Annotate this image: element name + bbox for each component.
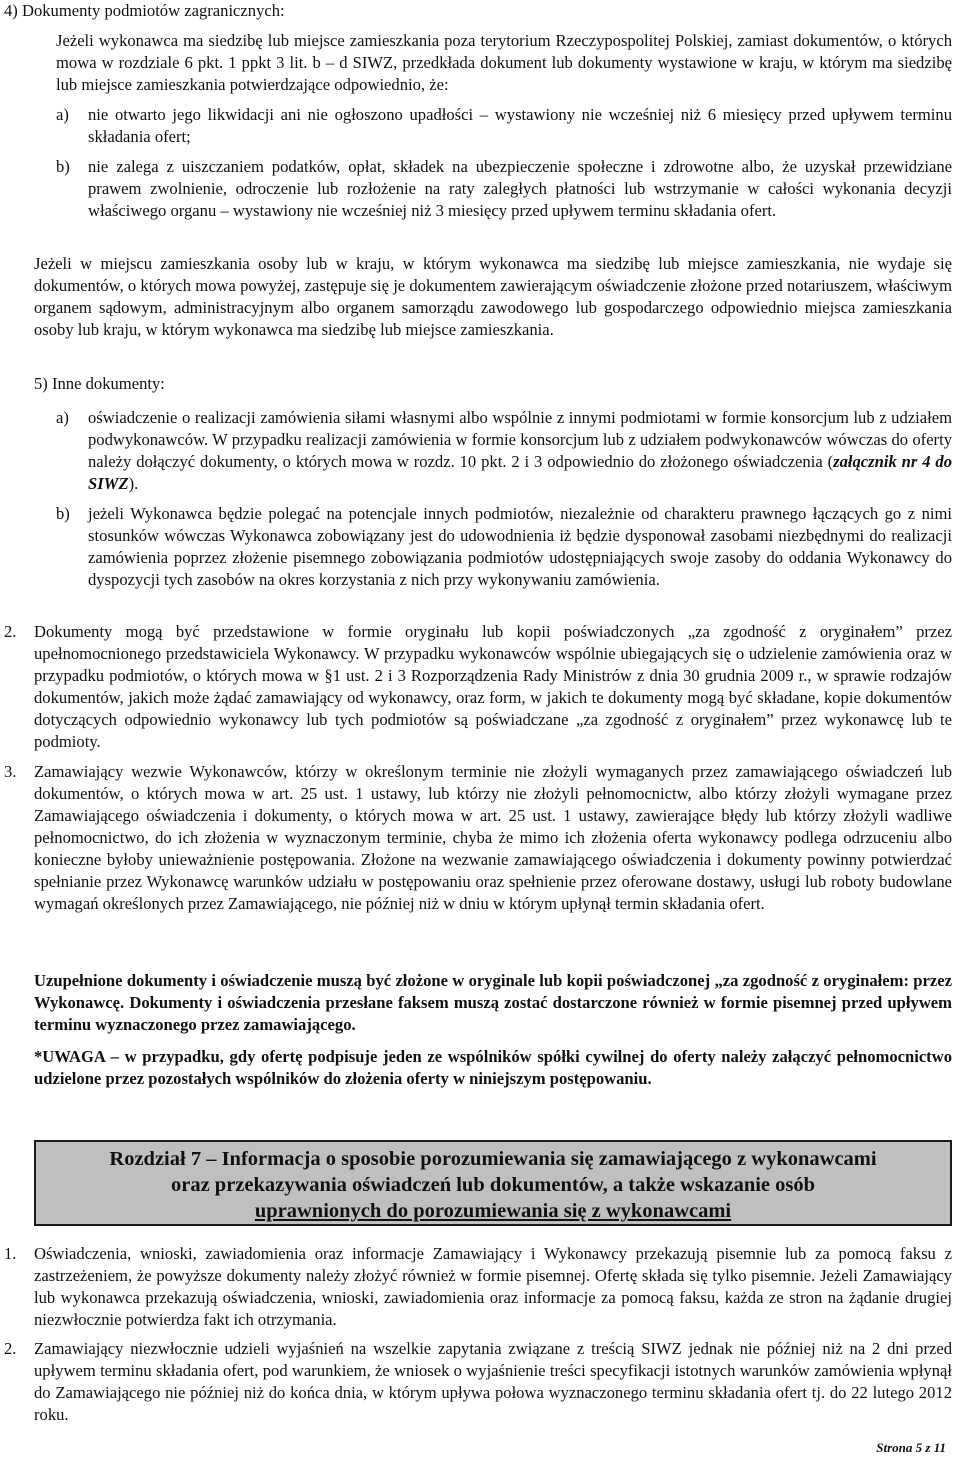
item-5: [34, 373, 952, 395]
attachment-reference: załącznik nr 4 do SIWZ: [88, 452, 952, 493]
item-5-number: 5): [34, 374, 48, 393]
chapter-heading-line-2: oraz przekazywania oświadczeń lub dokumentów, a także wskazanie osób: [170, 1174, 816, 1196]
supplement-note: Uzupełnione dokumenty i oświadczenie muszą być złożone w oryginale lub kopii poświadczonej „za zgodność z oryginałem: przez Wykonawcę. Dokumenty i oświadczenia przesłane faksem muszą zostać dostarczone również w formie pisemnej przed upływem terminu wyznaczonego przez zamawiającego.: [34, 971, 952, 1034]
chapter-point-2-number: 2.: [4, 1339, 17, 1358]
chapter-point-2: [4, 1338, 952, 1426]
chapter-point-1-text: Oświadczenia, wnioski, zawiadomienia oraz informacje Zamawiający i Wykonawcy przekazują pisemnie lub za pomocą faksu z zastrzeżeniem, że powyższe dokumenty należy złożyć również w formie pisemnej. Ofertę składa się tylko pisemnie. Jeżeli Zamawiający lub wykonawca przekazują oświadczenia, wnioski, zawiadomienia oraz informacje za pomocą faksu, każda ze stron na żądanie drugiej niezwłocznie potwierdza fakt ich otrzymania.: [34, 1244, 952, 1329]
chapter-heading-line-1: Rozdział 7 – Informacja o sposobie porozumiewania się zamawiającego z wykonawcami: [109, 1148, 877, 1170]
item-5-point-b-text: jeżeli Wykonawca będzie polegać na potencjale innych podmiotów, niezależnie od charakteru prawnego łączących go z nimi stosunków wówczas Wykonawca zobowiązany jest do udowodnienia iż będzie dysponował zasobami niezbędnymi do realizacji zamówienia poprzez złożenie pisemnego zobowiązania podmiotów udostępniających swoje zasoby do oddania Wykonawcy do dyspozycji tych zasobów na okres korzystania z nich przy wykonywaniu zamówienia.: [88, 504, 952, 589]
item-5-point-b-label: b): [56, 504, 70, 523]
item-4-point-b-label: b): [56, 157, 70, 176]
section-2: [4, 621, 952, 753]
page-number: Strona 5 z 11: [876, 1440, 946, 1455]
section-2-number: 2.: [4, 622, 17, 641]
item-4-title: Dokumenty podmiotów zagranicznych:: [21, 1, 285, 20]
chapter-point-1: [4, 1243, 952, 1331]
section-3-number: 3.: [4, 762, 17, 781]
chapter-heading: [34, 1146, 952, 1224]
item-4-point-b-text: nie zalega z uiszczaniem podatków, opłat, składek na ubezpieczenie społeczne i zdrowotne albo, że uzyskał przewidziane prawem zwolnienie, odroczenie lub rozłożenie na raty zaległych płatności lub wstrzymanie w całości wykonania decyzji właściwego organu – wystawiony nie wcześniej niż 3 miesięcy przed upływem terminu składania ofert.: [88, 157, 952, 220]
item-4: [4, 0, 944, 22]
item-5-title: Inne dokumenty:: [51, 374, 165, 393]
section-3-text: Zamawiający wezwie Wykonawców, którzy w określonym terminie nie złożyli wymaganych przez zamawiającego oświadczeń lub dokumentów, o których mowa w art. 25 ust. 1 ustawy, lub którzy nie złożyli pełnomocnictw, albo którzy złożyli wymagane przez Zamawiającego oświadczenia i dokumenty, o których mowa w art. 25 ust. 1 ustawy, zawierające błędy lub którzy złożyli wadliwe pełnomocnictwo, do ich złożenia w wyznaczonym terminie, chyba że mimo ich złożenia oferta wykonawcy podlega odrzuceniu albo konieczne byłoby unieważnienie postępowania. Złożone na wezwanie zamawiającego oświadczenia i dokumenty powinny potwierdzać spełnianie przez Wykonawcę warunków udziału w postępowaniu oraz spełnienie przez oferowane dostawy, usługi lub roboty budowlane wymagań określonych przez Zamawiającego, nie później niż w dniu w którym upłynął termin składania ofert.: [34, 762, 952, 913]
chapter-heading-line-3: uprawnionych do porozumiewania się z wykonawcami: [254, 1200, 732, 1222]
item-5-point-a: [56, 407, 952, 495]
chapter-point-1-number: 1.: [4, 1244, 17, 1263]
item-5-point-a-label: a): [56, 408, 69, 427]
item-4-paragraph: Jeżeli wykonawca ma siedzibę lub miejsce zamieszkania poza terytorium Rzeczypospolitej Polskiej, zamiast dokumentów, o których mowa w rozdziale 6 pkt. 1 ppkt 3 lit. b – d SIWZ, przedkłada dokument lub dokumenty wystawione w kraju, w którym ma siedzibę lub miejsce zamieszkania potwierdzające odpowiednio, że:: [56, 31, 952, 94]
item-4-point-a: [56, 104, 952, 148]
item-4-point-a-text: nie otwarto jego likwidacji ani nie ogłoszono upadłości – wystawiony nie wcześniej niż 6 miesięcy przed upływem terminu składania ofert;: [88, 105, 952, 146]
item-5-point-b: [56, 503, 952, 591]
item-4-point-b: [56, 156, 952, 222]
item-4-point-a-label: a): [56, 105, 69, 124]
section-3: [4, 761, 952, 915]
chapter-point-2-text: Zamawiający niezwłocznie udzieli wyjaśnień na wszelkie zapytania związane z treścią SIWZ jednak nie później niż na 2 dni przed upływem terminu składania ofert, pod warunkiem, że wniosek o wyjaśnienie treści specyfikacji istotnych warunków zamówienia wpłynął do Zamawiającego nie później niż do końca dnia, w którym upływa połowa wyznaczonego terminu składania ofert tj. do 22 lutego 2012 roku.: [34, 1339, 952, 1424]
item-5-point-a-text: oświadczenie o realizacji zamówienia siłami własnymi albo wspólnie z innymi podmiotami w formie konsorcjum lub z udziałem podwykonawców. W przypadku realizacji zamówienia w formie konsorcjum lub z udziałem podwykonawców wówczas do oferty należy dołączyć dokumenty, o których mowa w rozdz. 10 pkt. 2 i 3 odpowiednio do złożonego oświadczenia (załącznik nr 4 do SIWZ).: [88, 408, 952, 493]
warning-note: *UWAGA – w przypadku, gdy ofertę podpisuje jeden ze wspólników spółki cywilnej do oferty należy załączyć pełnomocnictwo udzielone przez pozostałych wspólników do złożenia oferty w niniejszym postępowaniu.: [34, 1047, 952, 1088]
residence-paragraph: Jeżeli w miejscu zamieszkania osoby lub w kraju, w którym wykonawca ma siedzibę lub miejsce zamieszkania, nie wydaje się dokumentów, o których mowa powyżej, zastępuje się je dokumentem zawierającym oświadczenie złożone przed notariuszem, właściwym organem sądowym, administracyjnym albo organem samorządu zawodowego lub gospodarczego odpowiednio miejsca zamieszkania osoby lub kraju, w którym wykonawca ma siedzibę lub miejsce zamieszkania.: [34, 254, 952, 339]
item-4-number: 4): [4, 1, 18, 20]
section-2-text: Dokumenty mogą być przedstawione w formie oryginału lub kopii poświadczonych „za zgodność z oryginałem” przez upełnomocnionego przedstawiciela Wykonawcy. W przypadku wykonawców wspólnie ubiegających się o udzielenie zamówienia oraz w przypadku podmiotów, o których mowa w §1 ust. 2 i 3 Rozporządzenia Rady Ministrów z dnia 30 grudnia 2009 r., w sprawie rodzajów dokumentów, jakich może żądać zamawiający od wykonawcy, oraz form, w jakich te dokumenty mogą być składane, kopie dokumentów dotyczących odpowiednio wykonawcy lub tych podmiotów są poświadczane „za zgodność z oryginałem” przez wykonawcę lub te podmioty.: [34, 622, 952, 751]
